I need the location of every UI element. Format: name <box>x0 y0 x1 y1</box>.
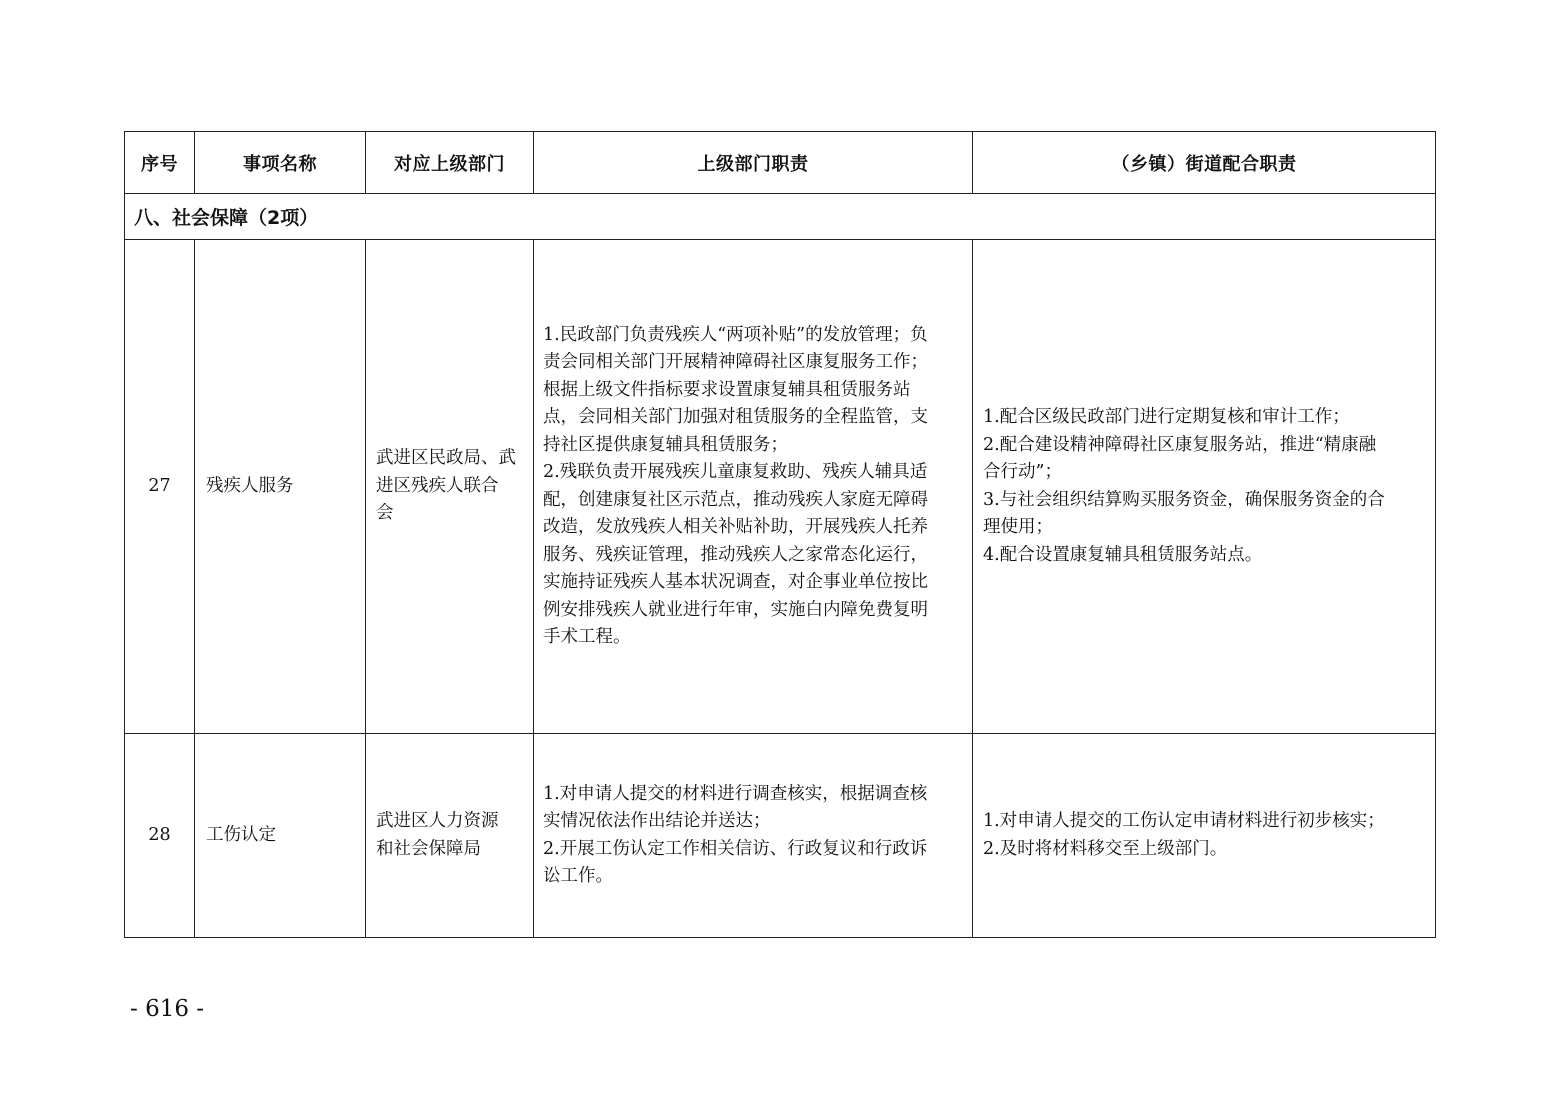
text-line: 武进区人力资源 <box>376 811 499 831</box>
header-no: 序号 <box>125 132 195 194</box>
text-line: 实施持证残疾人基本状况调查，对企事业单位按比 <box>543 572 928 592</box>
text-line: 服务、残疾证管理，推动残疾人之家常态化运行， <box>543 544 928 565</box>
text-line: 责会同相关部门开展精神障碍社区康复服务工作； <box>543 352 928 372</box>
text-line: 理使用； <box>983 517 1053 537</box>
text-line: 2.开展工伤认定工作相关信访、行政复议和行政诉 <box>543 838 928 859</box>
text-line: 1.配合区级民政部门进行定期复核和审计工作； <box>983 407 1350 427</box>
text-line: 点，会同相关部门加强对租赁服务的全程监管，支 <box>543 407 928 427</box>
header-coop: （乡镇）街道配合职责 <box>973 132 1436 194</box>
text-line: 合行动”； <box>983 462 1062 482</box>
text-line: 例安排残疾人就业进行年审，实施白内障免费复明 <box>543 599 928 620</box>
header-duty: 上级部门职责 <box>534 132 973 194</box>
header-dept: 对应上级部门 <box>366 132 534 194</box>
table-header-row <box>125 132 1436 194</box>
text-line: 手术工程。 <box>543 627 631 647</box>
item-name: 工伤认定 <box>195 734 366 938</box>
row-number: 28 <box>125 734 195 938</box>
superior-duty <box>534 734 973 938</box>
section-row <box>125 194 1436 240</box>
text-line: 4.配合设置康复辅具租赁服务站点。 <box>983 544 1263 565</box>
superior-department <box>366 240 534 734</box>
row-number: 27 <box>125 240 195 734</box>
section-title: 八、社会保障（2项） <box>125 194 1436 240</box>
text-line: 武进区民政局、武 <box>376 448 516 469</box>
item-name: 残疾人服务 <box>195 240 366 734</box>
text-line: 1.对申请人提交的材料进行调查核实，根据调查核 <box>543 783 928 804</box>
text-line: 2.残联负责开展残疾儿童康复救助、残疾人辅具适 <box>543 462 928 482</box>
text-line: 2.配合建设精神障碍社区康复服务站，推进“精康融 <box>983 434 1377 455</box>
text-line: 2.及时将材料移交至上级部门。 <box>983 838 1228 859</box>
text-line: 持社区提供康复辅具租赁服务； <box>543 434 788 455</box>
street-cooperation-duty <box>973 734 1436 938</box>
superior-department <box>366 734 534 938</box>
text-line: 1.对申请人提交的工伤认定申请材料进行初步核实； <box>983 811 1385 831</box>
text-line: 会 <box>376 503 394 524</box>
text-line: 改造，发放残疾人相关补贴补助，开展残疾人托养 <box>543 517 928 537</box>
duty-table <box>124 131 1436 938</box>
text-line: 根据上级文件指标要求设置康复辅具租赁服务站 <box>543 379 911 400</box>
text-line: 进区残疾人联合 <box>376 475 499 496</box>
header-name: 事项名称 <box>195 132 366 194</box>
text-line: 讼工作。 <box>543 866 613 886</box>
table-row <box>125 734 1436 938</box>
text-line: 1.民政部门负责残疾人“两项补贴”的发放管理；负 <box>543 324 928 345</box>
page-number: - 616 - <box>130 996 205 1022</box>
text-line: 和社会保障局 <box>376 838 481 859</box>
street-cooperation-duty <box>973 240 1436 734</box>
superior-duty <box>534 240 973 734</box>
text-line: 配，创建康复社区示范点，推动残疾人家庭无障碍 <box>543 489 928 510</box>
text-line: 3.与社会组织结算购买服务资金，确保服务资金的合 <box>983 489 1385 510</box>
table-row <box>125 240 1436 734</box>
text-line: 实情况依法作出结论并送达； <box>543 811 771 831</box>
